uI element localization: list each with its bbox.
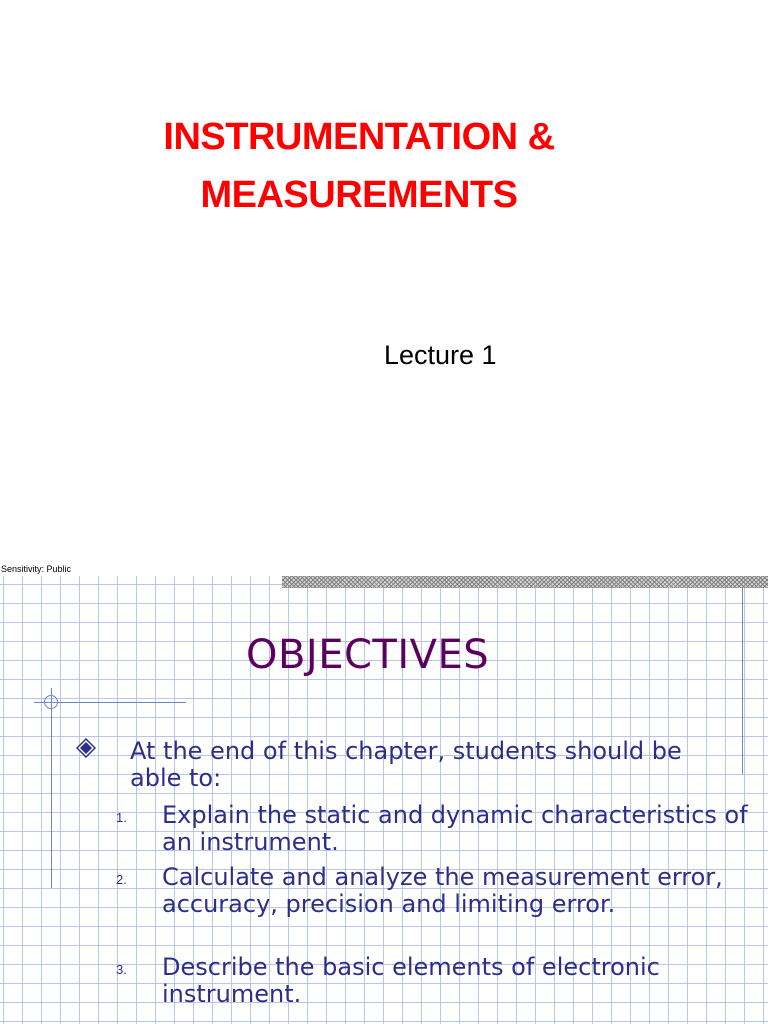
objective-item-2: Calculate and analyze the measurement error, accuracy, precision and limiting error.	[162, 863, 723, 918]
diamond-bullet-icon	[76, 738, 96, 758]
objectives-intro: At the end of this chapter, students should be able to:	[130, 737, 682, 792]
objective-item-1: Explain the static and dynamic characteristics of an instrument.	[162, 801, 748, 856]
objectives-slide	[0, 576, 768, 1024]
decorative-vertical-line-right	[742, 588, 743, 774]
objective-item-3: Describe the basic elements of electronic instrument.	[162, 953, 660, 1008]
objective-number-3: 3.	[116, 962, 127, 977]
title-line-2: MEASUREMENTS	[200, 174, 518, 216]
objectives-title: OBJECTIVES	[246, 632, 490, 678]
decorative-dotted-bar	[282, 576, 768, 588]
objective-number-1: 1.	[116, 810, 127, 825]
slide-title	[100, 108, 618, 224]
sensitivity-label: Sensitivity: Public	[1, 564, 72, 574]
objective-number-2: 2.	[116, 872, 127, 887]
decorative-ring-icon	[44, 695, 58, 709]
title-line-1: INSTRUMENTATION &	[163, 116, 555, 158]
lecture-subtitle: Lecture 1	[384, 340, 497, 370]
decorative-vertical-line-left	[51, 688, 52, 888]
